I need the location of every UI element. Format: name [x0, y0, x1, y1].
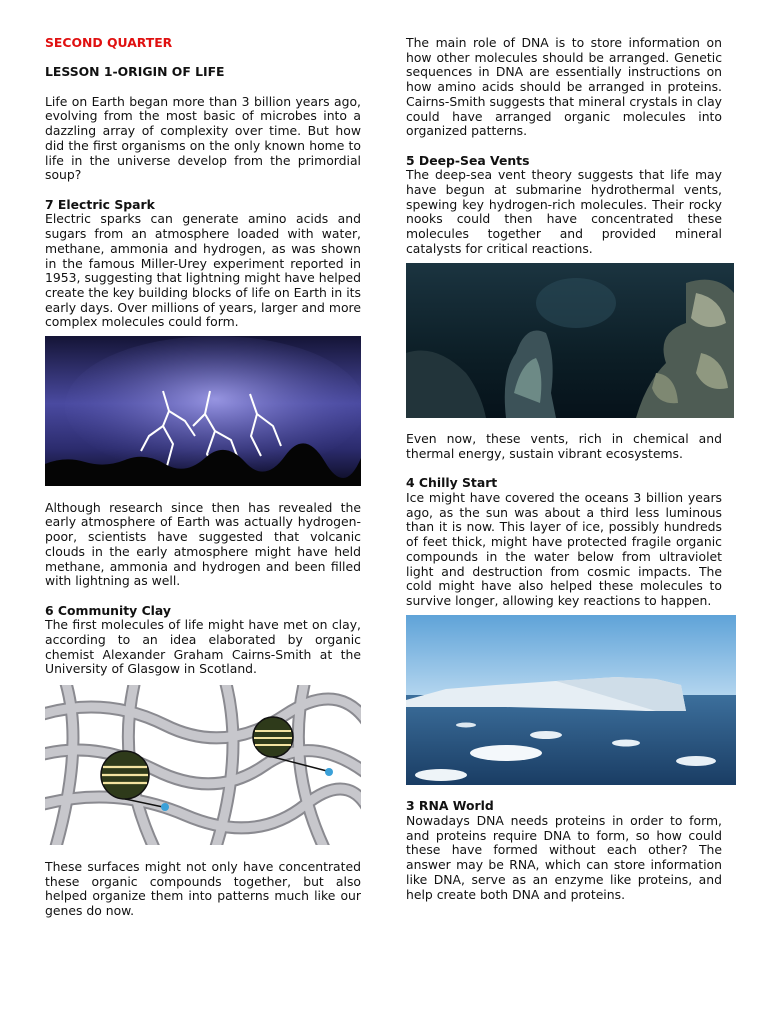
- deep-sea-paragraph: The deep-sea vent theory suggests that life may have begun at submarine hydrothermal vents, spewing key hydrogen-rich molecules. Their rocky nooks could then have concentrated these molecules together and provided mineral catalysts for critical reactions.: [406, 167, 722, 256]
- community-clay-paragraph: The first molecules of life might have met on clay, according to an idea elaborated by organic chemist Alexander Graham Cairns-Smith at the University of Glasgow in Scotland.: [45, 617, 361, 677]
- lesson-title: LESSON 1-ORIGIN OF LIFE: [45, 64, 225, 80]
- deep-sea-followup: Even now, these vents, rich in chemical and thermal energy, sustain vibrant ecosystems.: [406, 431, 722, 461]
- section-title-chilly-start: 4 Chilly Start: [406, 475, 498, 491]
- section-title-rna-world: 3 RNA World: [406, 798, 494, 814]
- clay-diagram: [45, 685, 361, 845]
- section-title-community-clay: 6 Community Clay: [45, 602, 171, 618]
- dna-paragraph: The main role of DNA is to store information on how other molecules should be arranged. Genetic sequences in DNA are essentially instructions on how amino acids should be arranged in proteins. Cairns-Smith suggests that mineral crystals in clay could have arranged organic molecules into organized patterns.: [406, 35, 722, 139]
- left-column: [45, 36, 361, 919]
- page-heading: SECOND QUARTER: [45, 35, 173, 50]
- electric-spark-paragraph: Electric sparks can generate amino acids and sugars from an atmosphere loaded with water, methane, ammonia and hydrogen, as was shown in the famous Miller-Urey experiment reported in 1953, suggesting that lightning might have helped create the key building blocks of life on Earth in its early days. Over millions of years, larger and more complex molecules could form.: [45, 211, 361, 330]
- community-clay-followup: These surfaces might not only have concentrated these organic compounds together, but also helped organize them into patterns much like our genes do now.: [45, 858, 361, 918]
- ice-image: [406, 615, 736, 785]
- intro-paragraph: Life on Earth began more than 3 billion years ago, evolving from the most basic of microbes into a dazzling array of complexity over time. But how did the first organisms on the only known home to life in the universe develop from the primordial soup?: [45, 93, 361, 183]
- lightning-image: [45, 336, 361, 486]
- electric-spark-followup: Although research since then has revealed the early atmosphere of Earth was actually hydrogen-poor, scientists have suggested that volcanic clouds in the early atmosphere might have held methane, ammonia and hydrogen and been filled with lightning as well.: [45, 499, 361, 589]
- rna-world-paragraph: Nowadays DNA needs proteins in order to form, and proteins require DNA to form, so how could these have formed without each other? The answer may be RNA, which can store information like DNA, serve as an enzyme like proteins, and help create both DNA and proteins.: [406, 813, 722, 902]
- section-title-electric-spark: 7 Electric Spark: [45, 196, 155, 212]
- right-column: [406, 36, 722, 902]
- deep-sea-vent-image: [406, 263, 734, 418]
- section-title-deep-sea-vents: 5 Deep-Sea Vents: [406, 152, 530, 168]
- chilly-start-paragraph: Ice might have covered the oceans 3 billion years ago, as the sun was about a third less luminous than it is now. This layer of ice, possibly hundreds of feet thick, might have protected fragile organic compounds in the water below from ultraviolet light and destruction from cosmic impacts. The cold might have also helped these molecules to survive longer, allowing key reactions to happen.: [406, 490, 722, 608]
